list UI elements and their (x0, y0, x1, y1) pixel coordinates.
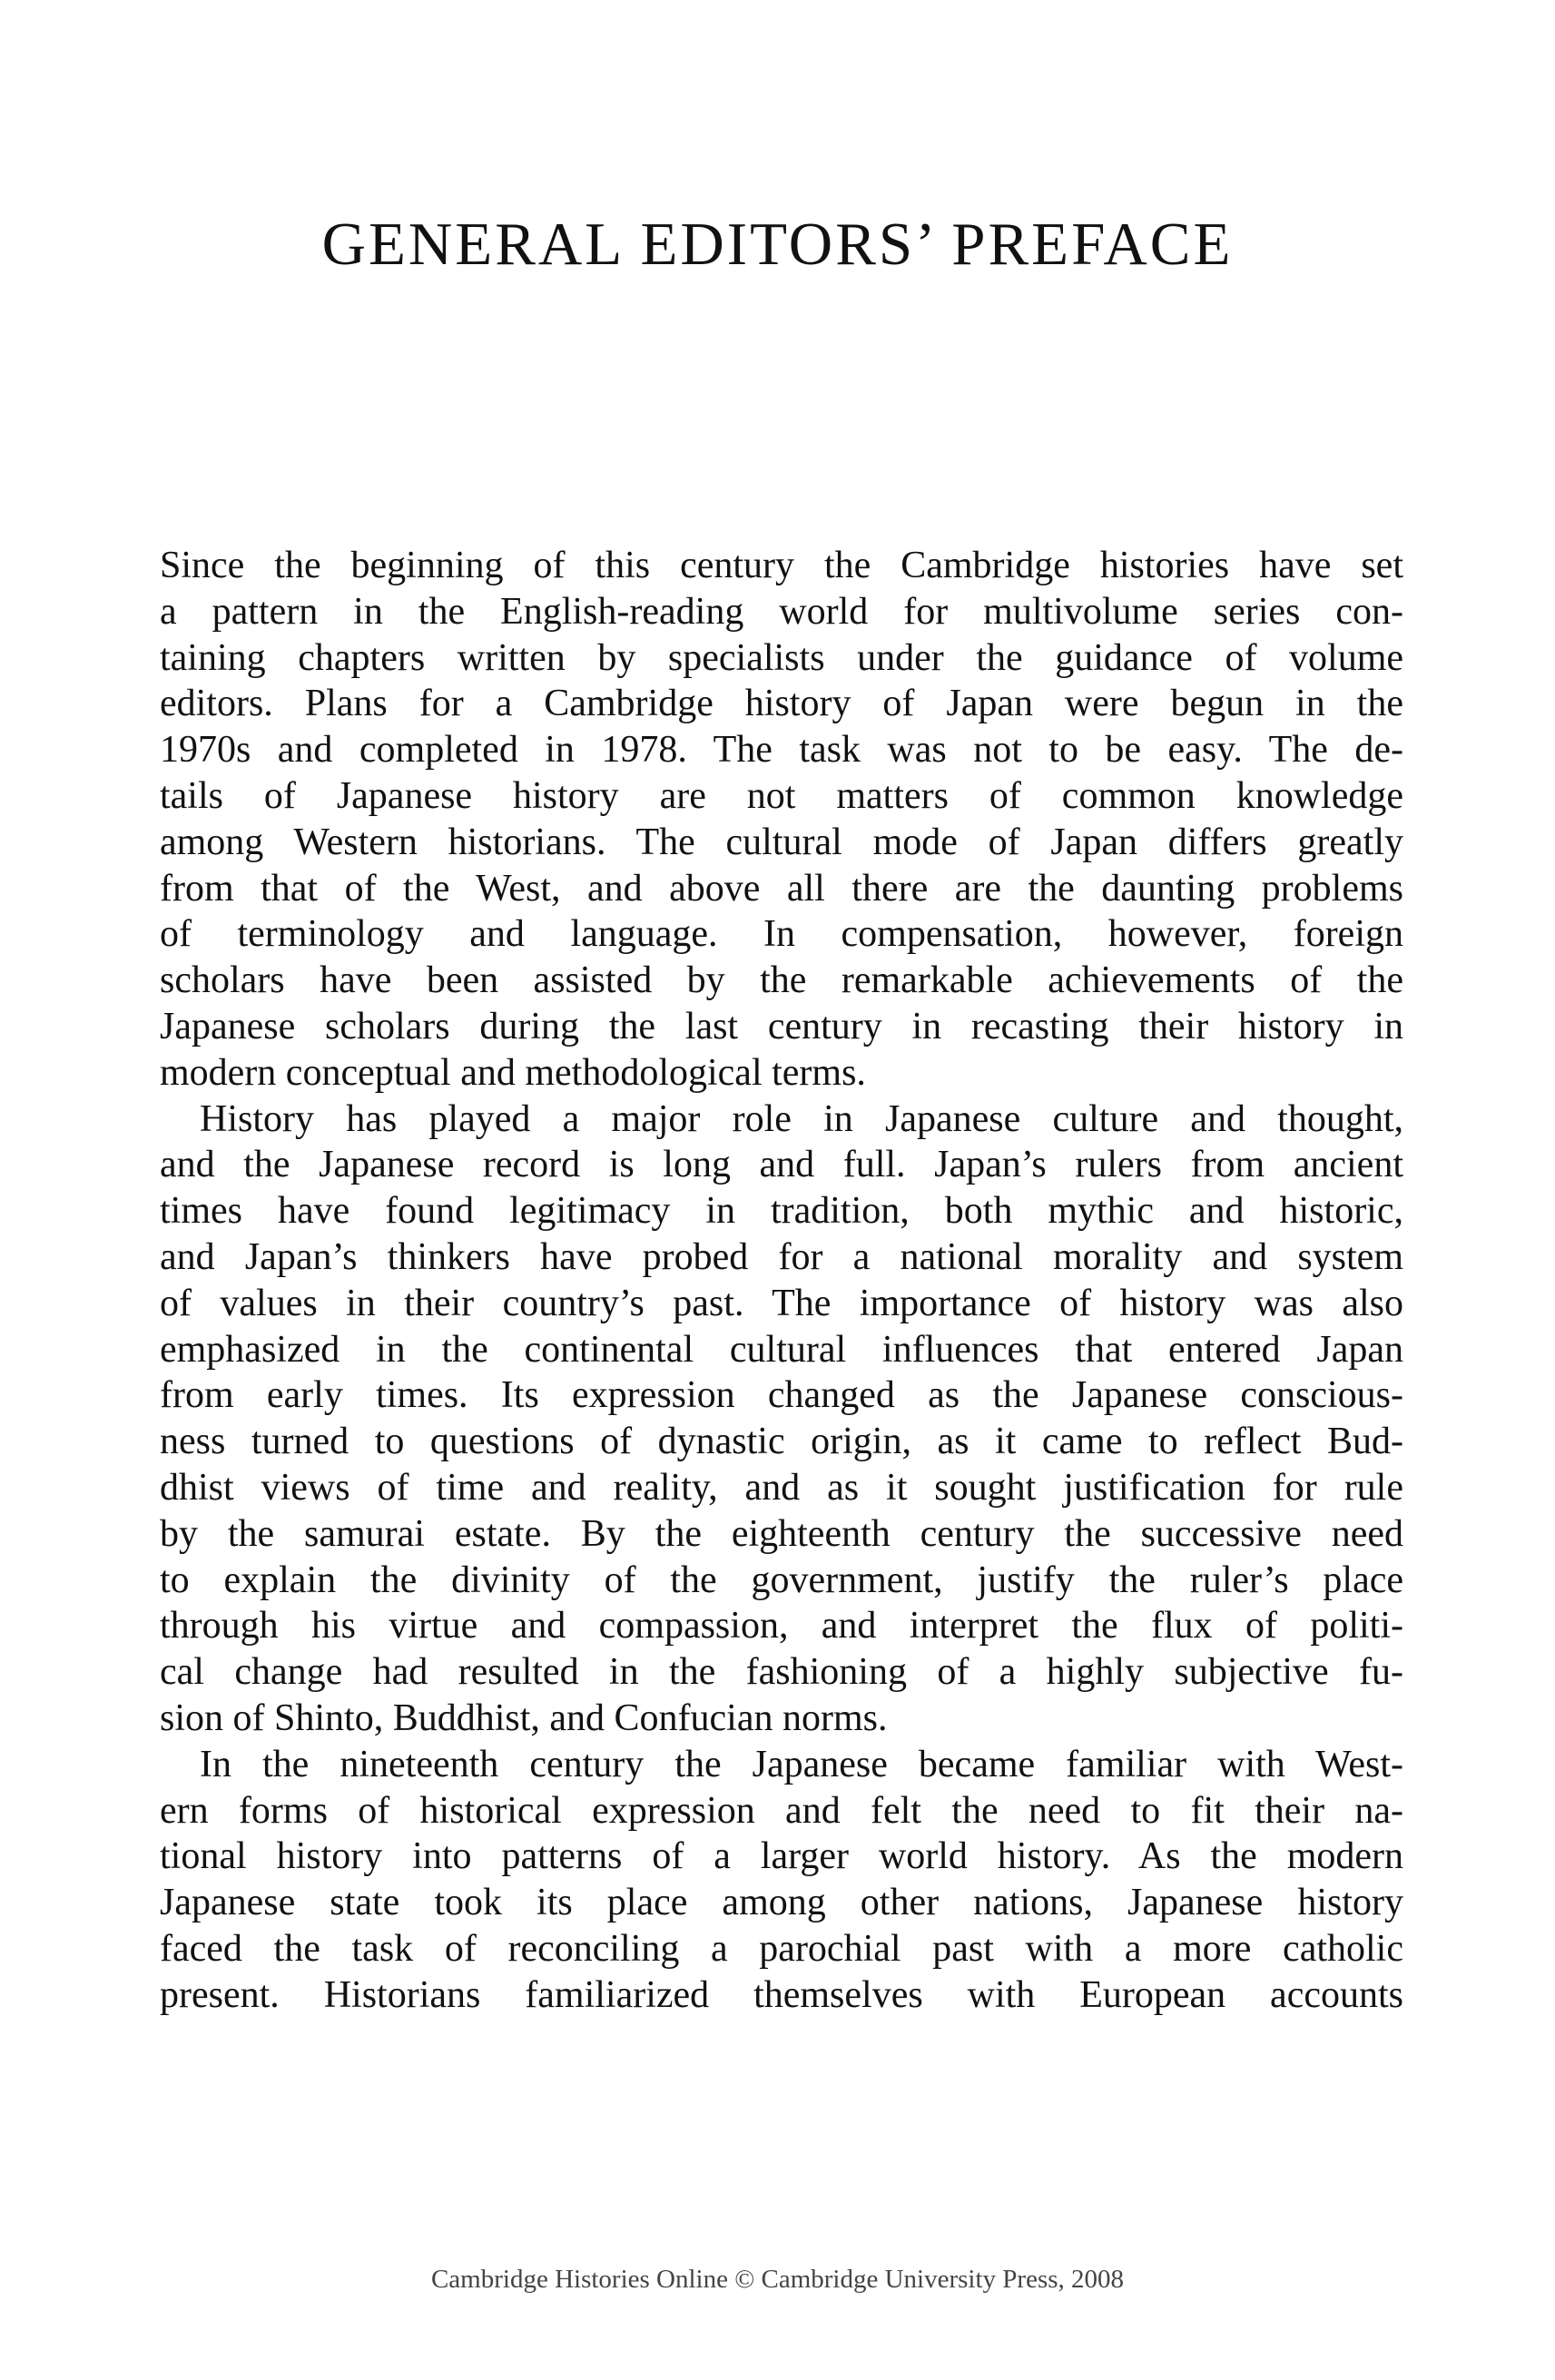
text-line: a pattern in the English-reading world for multivolume series con- (160, 590, 1403, 633)
paragraph (160, 1742, 1403, 2019)
text-line: of values in their country’s past. The importance of history was also (160, 1282, 1403, 1324)
preface-body (160, 543, 1403, 2019)
text-line: emphasized in the continental cultural influences that entered Japan (160, 1328, 1403, 1371)
page-title: GENERAL EDITORS’ PREFACE (321, 211, 1234, 278)
text-line: and the Japanese record is long and full. Japan’s rulers from ancient (160, 1144, 1403, 1186)
text-line: of terminology and language. In compensation, however, foreign (160, 913, 1403, 956)
text-line: faced the task of reconciling a parochial past with a more catholic (160, 1927, 1403, 1970)
text-line: scholars have been assisted by the remarkable achievements of the (160, 959, 1403, 1002)
text-line: ness turned to questions of dynastic origin, as it came to reflect Bud- (160, 1421, 1403, 1463)
text-line: 1970s and completed in 1978. The task was not to be easy. The de- (160, 729, 1403, 772)
text-line: Since the beginning of this century the Cambridge histories have set (160, 545, 1403, 586)
text-line: tails of Japanese history are not matters of common knowledge (160, 774, 1403, 817)
paragraph (160, 543, 1403, 1097)
text-line: through his virtue and compassion, and interpret the flux of politi- (160, 1605, 1403, 1647)
text-line: from that of the West, and above all there are the daunting problems (160, 867, 1403, 910)
text-line: to explain the divinity of the government, justify the ruler’s place (160, 1559, 1403, 1601)
text-line: modern conceptual and methodological terms. (160, 1051, 866, 1094)
text-line: cal change had resulted in the fashioning of a highly subjective fu- (160, 1651, 1403, 1694)
text-line: History has played a major role in Japanese culture and thought, (200, 1097, 1403, 1140)
text-line: present. Historians familiarized themselves with European accounts (160, 1973, 1403, 2016)
text-line: ern forms of historical expression and felt the need to fit their na- (160, 1789, 1403, 1832)
text-line: sion of Shinto, Buddhist, and Confucian norms. (160, 1696, 888, 1739)
text-line: editors. Plans for a Cambridge history of Japan were begun in the (160, 683, 1403, 725)
text-line: and Japan’s thinkers have probed for a national morality and system (160, 1235, 1403, 1278)
text-line: tional history into patterns of a larger world history. As the modern (160, 1835, 1403, 1878)
text-line: In the nineteenth century the Japanese became familiar with West- (200, 1743, 1403, 1785)
copyright-footer: Cambridge Histories Online © Cambridge University Press, 2008 (430, 2265, 1125, 2294)
text-line: Japanese scholars during the last century in recasting their history in (160, 1005, 1403, 1047)
text-line: among Western historians. The cultural mode of Japan differs greatly (160, 821, 1403, 863)
paragraph (160, 1097, 1403, 1742)
text-line: by the samurai estate. By the eighteenth century the successive need (160, 1512, 1403, 1555)
text-line: Japanese state took its place among other nations, Japanese history (160, 1882, 1403, 1924)
text-line: dhist views of time and reality, and as it sought justification for rule (160, 1466, 1403, 1509)
text-line: taining chapters written by specialists under the guidance of volume (160, 636, 1403, 679)
text-line: times have found legitimacy in tradition, both mythic and historic, (160, 1190, 1403, 1233)
text-line: from early times. Its expression changed as the Japanese conscious- (160, 1374, 1403, 1417)
